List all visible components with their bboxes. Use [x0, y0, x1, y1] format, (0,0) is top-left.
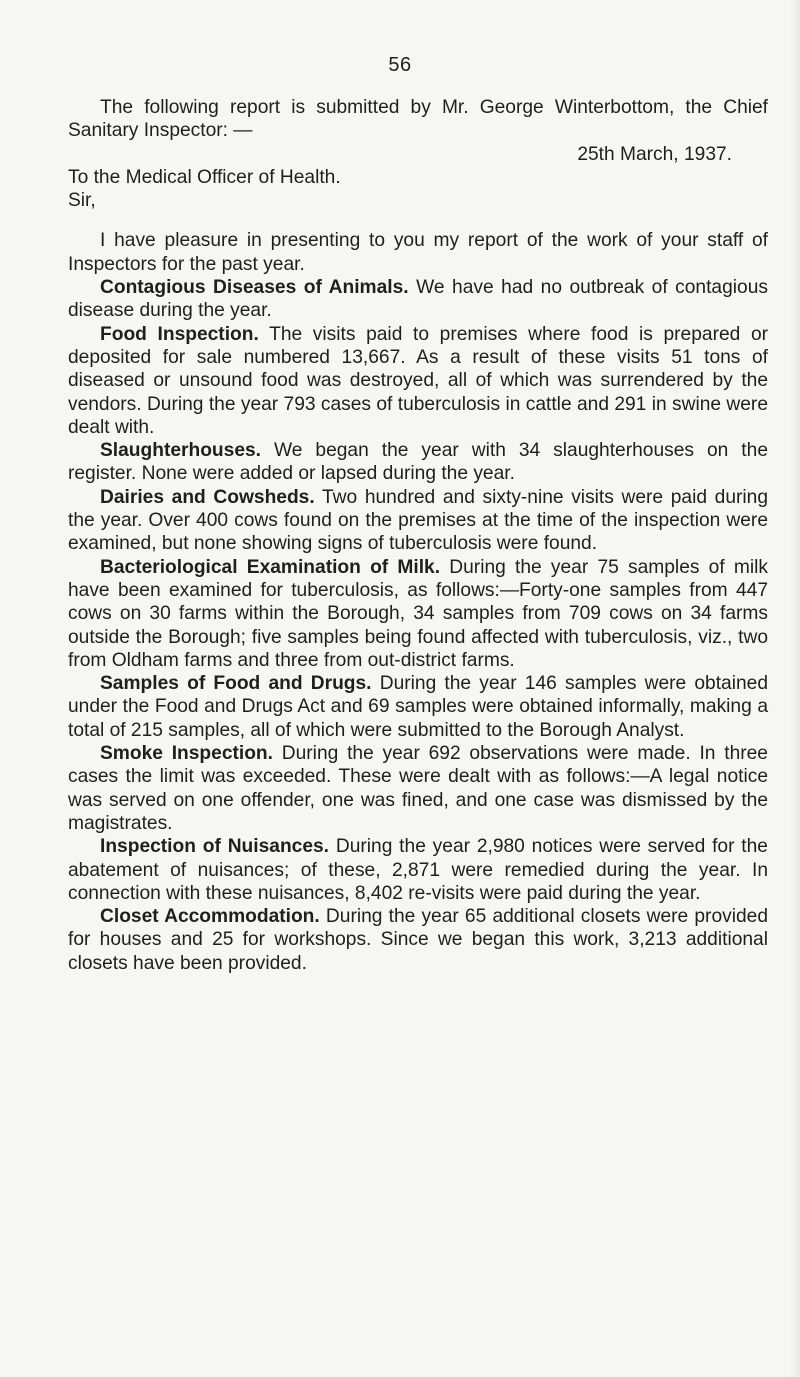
section-text: During the year 75 samples of milk have been examined for tuberculosis, as follows:—Forty-one samples from 447 cows on 30 farms within the Borough, 34 samples from 709 cows on 34 farms outside the Borough; five samples being found affected with tuberculosis, viz., two from Oldham farms and three from out-district farms. — [68, 556, 768, 671]
section-text: During the year 2,980 notices were served for the abatement of nuisances; of these, 2,871 were remedied during the year. In connection with these nuisances, 8,402 re-visits were paid during the year. — [68, 836, 768, 904]
section-heading: Samples of Food and Drugs. — [100, 673, 372, 695]
section-dairies-cowsheds — [68, 486, 768, 556]
report-body — [68, 96, 768, 975]
section-food-inspection — [68, 323, 768, 439]
section-text: During the year 146 samples were obtained under the Food and Drugs Act and 69 samples were obtained informally, making a total of 215 samples, all of which were submitted to the Borough Analyst. — [68, 673, 768, 741]
section-heading: Inspection of Nuisances. — [100, 836, 330, 858]
section-text: Two hundred and sixty-nine visits were paid during the year. Over 400 cows found on the premises at the time of the inspection were examined, but none showing signs of tuberculosis were found. — [68, 486, 768, 555]
section-text: The visits paid to premises where food is prepared or deposited for sale numbered 13,667. As a result of these visits 51 tons of diseased or unsound food was destroyed, all of which was surrendered by the vendors. During the year 793 cases of tuberculosis in cattle and 291 in swine were dealt with. — [68, 323, 769, 438]
section-heading: Closet Accommodation. — [100, 906, 320, 928]
salutation: Sir, — [68, 190, 96, 212]
section-heading: Slaughterhouses. — [100, 440, 261, 462]
opening-paragraph: I have pleasure in presenting to you my report of the work of your staff of Inspectors for the past year. — [68, 230, 768, 275]
section-bacteriological-milk — [68, 556, 768, 672]
section-nuisances — [68, 835, 768, 905]
section-text: During the year 692 observations were made. In three cases the limit was exceeded. These were dealt with as follows:—A legal notice was served on one offender, one was fined, and one case was dismissed by the magistrates. — [68, 743, 768, 834]
page-number: 56 — [388, 54, 412, 76]
section-heading: Contagious Diseases of Animals. — [100, 277, 409, 299]
section-text: We began the year with 34 slaughterhouses on the register. None were added or lapsed during the year. — [68, 440, 768, 485]
section-heading: Bacteriological Examination of Milk. — [100, 556, 441, 578]
section-closet-accommodation — [68, 905, 768, 975]
section-contagious-diseases — [68, 276, 768, 323]
report-date: 25th March, 1937. — [577, 143, 732, 165]
section-smoke-inspection — [68, 742, 768, 835]
section-text: We have had no outbreak of contagious disease during the year. — [68, 277, 768, 322]
section-heading: Dairies and Cowsheds. — [100, 486, 315, 508]
section-heading: Food Inspection. — [100, 323, 259, 345]
section-food-drugs-samples — [68, 672, 768, 742]
intro-paragraph: The following report is submitted by Mr. George Winterbottom, the Chief Sanitary Inspector: — — [68, 97, 768, 142]
section-heading: Smoke Inspection. — [100, 743, 273, 765]
section-slaughterhouses — [68, 439, 768, 486]
page-edge-shadow — [790, 0, 800, 1377]
addressee: To the Medical Officer of Health. — [68, 166, 341, 188]
section-text: During the year 65 additional closets were provided for houses and 25 for workshops. Since we began this work, 3,213 additional closets have been provided. — [68, 906, 768, 974]
